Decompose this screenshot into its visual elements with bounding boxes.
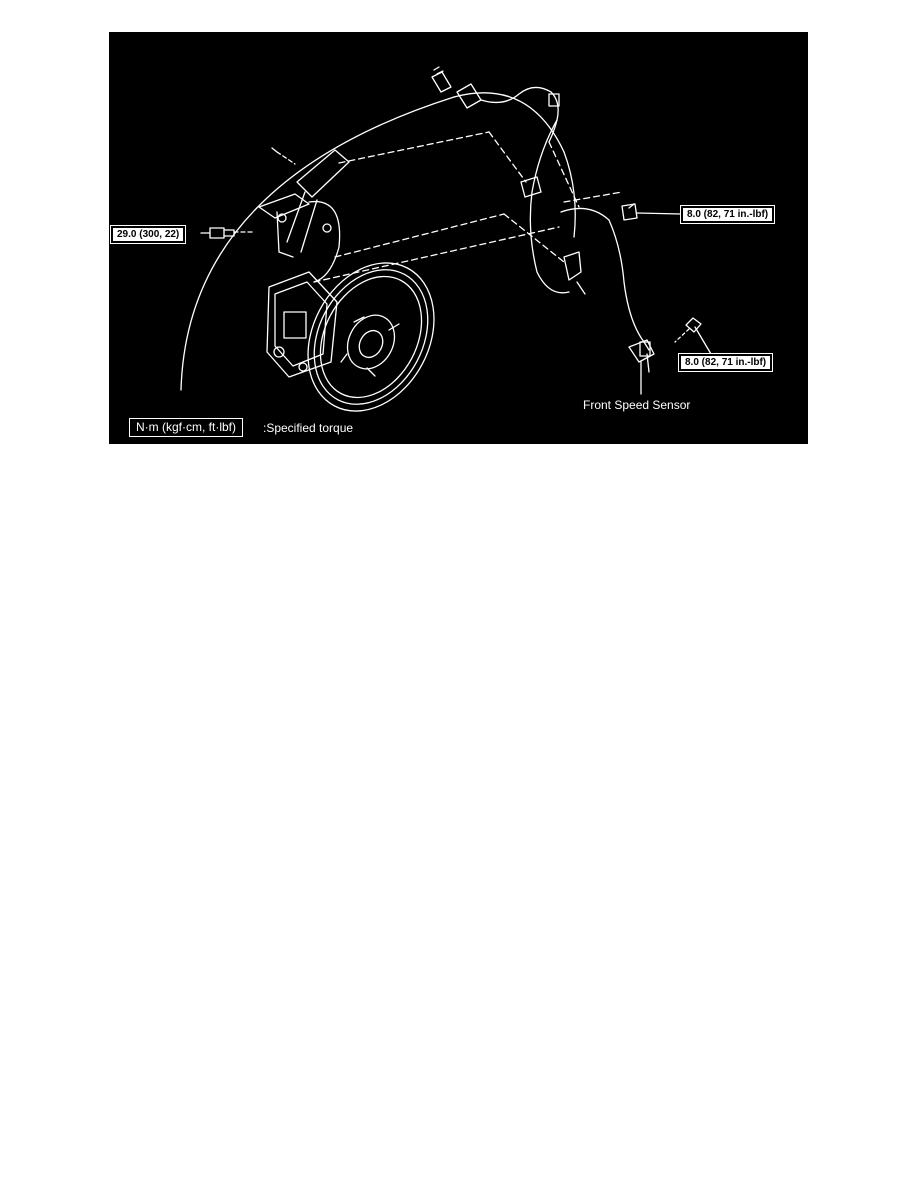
bracket-bolt — [622, 204, 637, 220]
small-screw — [272, 148, 295, 164]
disc-rotor — [283, 241, 459, 433]
dashed-leaders — [314, 132, 622, 282]
sensor-bolt-leader — [695, 327, 711, 354]
wheel-house-inner-arc — [454, 93, 564, 152]
torque-legend-description: :Specified torque — [263, 421, 354, 435]
sensor-harness — [521, 92, 649, 350]
sensor-bolt-torque-callout: 8.0 (82, 71 in.-lbf) — [679, 354, 772, 371]
torque-units-legend-box: N·m (kgf·cm, ft·lbf) — [129, 418, 243, 437]
knuckle-bolt — [210, 228, 254, 238]
front-speed-sensor-label: Front Speed Sensor — [583, 398, 691, 412]
fender-edge-line — [564, 152, 575, 237]
bracket-bolt-leader — [637, 213, 681, 214]
diagram-illustration — [109, 32, 808, 444]
abs-sensor-diagram — [109, 32, 808, 444]
harness-connector — [432, 67, 551, 108]
wheel-house-arc — [181, 97, 454, 390]
bracket-bolt-torque-callout: 8.0 (82, 71 in.-lbf) — [681, 206, 774, 223]
strut-assembly — [259, 150, 349, 282]
knuckle-bolt-torque-callout: 29.0 (300, 22) — [111, 226, 185, 243]
